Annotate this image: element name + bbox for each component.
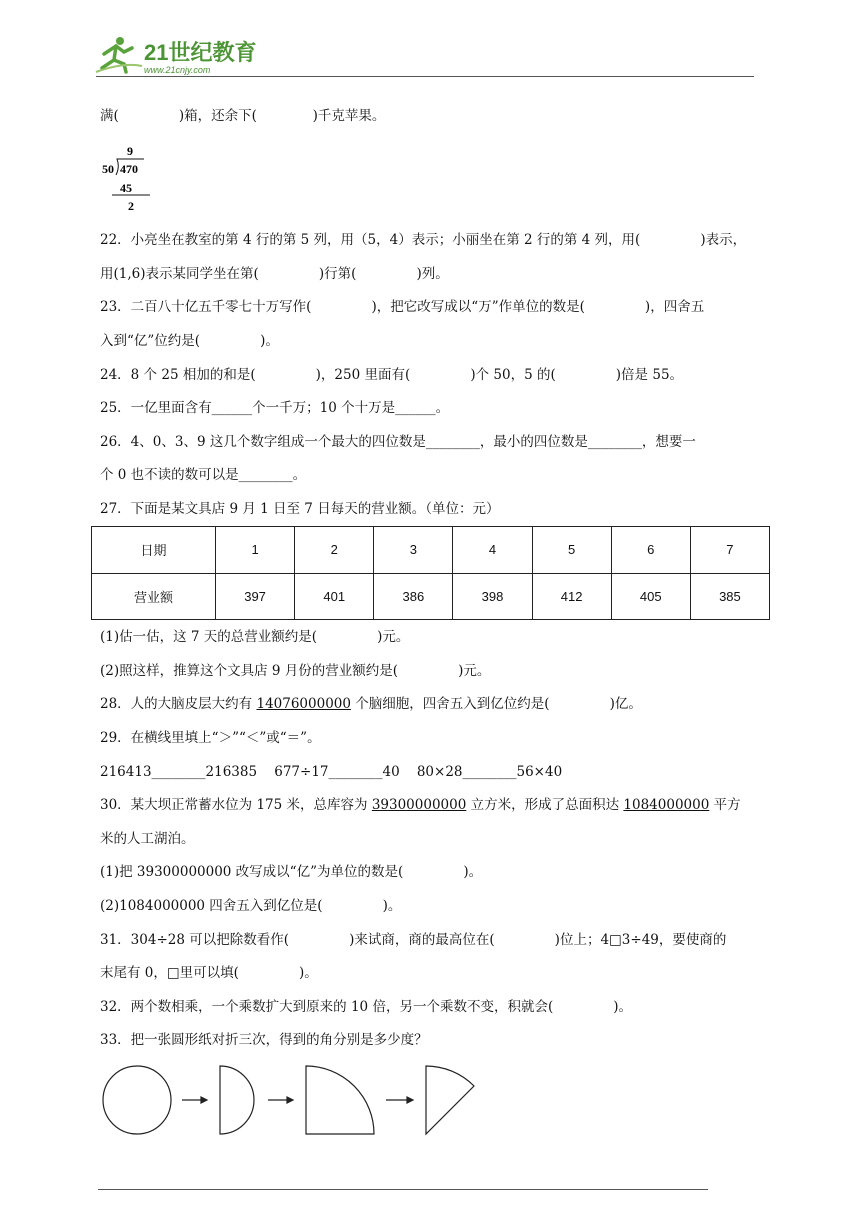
- question-26-line2: 个 0 也不读的数可以是________。: [100, 467, 307, 483]
- table-cell-sales: 405: [611, 573, 690, 620]
- arrow-icon: [386, 1097, 413, 1103]
- table-cell-day: 5: [532, 527, 611, 574]
- eighth-circle-shape: [426, 1066, 474, 1134]
- table-row: [92, 573, 770, 620]
- division-divisor: 50: [102, 162, 114, 176]
- header-rule: [96, 76, 754, 77]
- division-remainder: 2: [128, 199, 134, 213]
- question-30-line2: 米的人工湖泊。: [100, 831, 195, 847]
- question-29: 29．在横线里填上“＞”“＜”或“＝”。: [100, 730, 321, 746]
- question-28-pre: 28．人的大脑皮层大约有: [100, 696, 257, 712]
- table-cell-day: 3: [374, 527, 453, 574]
- full-circle-shape: [103, 1066, 171, 1134]
- question-31-line2: 末尾有 0，□里可以填( )。: [100, 965, 318, 981]
- table-cell-sales: 398: [453, 573, 532, 620]
- table-cell-day: 1: [216, 527, 295, 574]
- question-26-line1: 26．4、0、3、9 这几个数字组成一个最大的四位数是________，最小的四位数是________，想要一: [100, 434, 696, 450]
- arrow-icon: [182, 1097, 207, 1103]
- question-30-number-2: 1084000000: [623, 797, 710, 813]
- question-30-part1: (1)把 39300000000 改写成以“亿”为单位的数是( )。: [100, 864, 483, 880]
- question-33: 33．把一张圆形纸对折三次，得到的角分别是多少度？: [100, 1032, 428, 1048]
- runner-logo-icon: [96, 37, 142, 72]
- question-28-post: 个脑细胞，四舍五入到亿位约是( )亿。: [350, 696, 642, 712]
- question-25: 25．一亿里面含有______个一千万；10 个十万是______。: [100, 400, 450, 416]
- question-30-mid: 立方米，形成了总面积达: [466, 797, 624, 813]
- table-cell-sales: 386: [374, 573, 453, 620]
- table-cell-day: 2: [295, 527, 374, 574]
- table-cell-sales: 385: [690, 573, 769, 620]
- question-28-number: 14076000000: [256, 696, 351, 712]
- division-quotient: 9: [127, 144, 133, 158]
- question-23-line1: 23．二百八十亿五千零七十万写作( )，把它改写成以“万”作单位的数是( )，四舍五: [100, 299, 705, 315]
- question-30-part2: (2)1084000000 四舍五入到亿位是( )。: [100, 898, 402, 914]
- table-row: [92, 527, 770, 574]
- table-cell-sales: 401: [295, 573, 374, 620]
- logo-text: 21世纪教育: [144, 40, 257, 65]
- half-circle-shape: [220, 1066, 254, 1134]
- table-cell-sales: 397: [216, 573, 295, 620]
- question-30-pre: 30．某大坝正常蓄水位为 175 米，总库容为: [100, 797, 372, 813]
- question-30-line1: [100, 795, 741, 815]
- logo-url: www.21cnjy.com: [144, 65, 211, 75]
- question-27-part1: (1)估一估，这 7 天的总营业额约是( )元。: [100, 629, 410, 645]
- question-24: 24．8 个 25 相加的和是( )，250 里面有( )个 50，5 的( )倍是 55。: [100, 367, 684, 383]
- footer-rule: [98, 1189, 708, 1190]
- question-32: 32．两个数相乘，一个乘数扩大到原来的 10 倍，另一个乘数不变，积就会( )。: [100, 999, 633, 1015]
- table-header-sales: 营业额: [92, 573, 216, 620]
- sales-table: [91, 526, 770, 620]
- text-line-fill: 满( )箱，还余下( )千克苹果。: [100, 108, 386, 124]
- question-30-post: 平方: [709, 797, 741, 813]
- arrow-icon: [268, 1097, 293, 1103]
- question-31-line1: 31．304÷28 可以把除数看作( )来试商，商的最高位在( )位上；4□3÷49，要使商的: [100, 932, 727, 948]
- long-division-figure: [100, 142, 170, 217]
- question-28: [100, 694, 642, 714]
- division-dividend: 470: [120, 162, 138, 176]
- table-cell-day: 6: [611, 527, 690, 574]
- table-cell-day: 7: [690, 527, 769, 574]
- table-cell-day: 4: [453, 527, 532, 574]
- question-30-number-1: 39300000000: [371, 797, 467, 813]
- question-22-line1: 22．小亮坐在教室的第 4 行的第 5 列，用（5，4）表示；小丽坐在第 2 行的第 4 列，用( )表示，: [100, 232, 747, 248]
- division-product: 45: [120, 181, 132, 195]
- quarter-circle-shape: [306, 1066, 374, 1134]
- question-22-line2: 用(1,6)表示某同学坐在第( )行第( )列。: [100, 266, 449, 282]
- question-23-line2: 入到“亿”位约是( )。: [100, 333, 279, 349]
- folding-circle-diagram: [100, 1060, 480, 1140]
- table-cell-sales: 412: [532, 573, 611, 620]
- question-27-part2: (2)照这样，推算这个文具店 9 月份的营业额约是( )元。: [100, 663, 491, 679]
- table-header-date: 日期: [92, 527, 216, 574]
- site-logo: [94, 32, 264, 78]
- question-27: 27．下面是某文具店 9 月 1 日至 7 日每天的营业额。（单位：元）: [100, 501, 500, 517]
- question-29-items: 216413________216385 677÷17________40 80×28________56×40: [100, 764, 563, 780]
